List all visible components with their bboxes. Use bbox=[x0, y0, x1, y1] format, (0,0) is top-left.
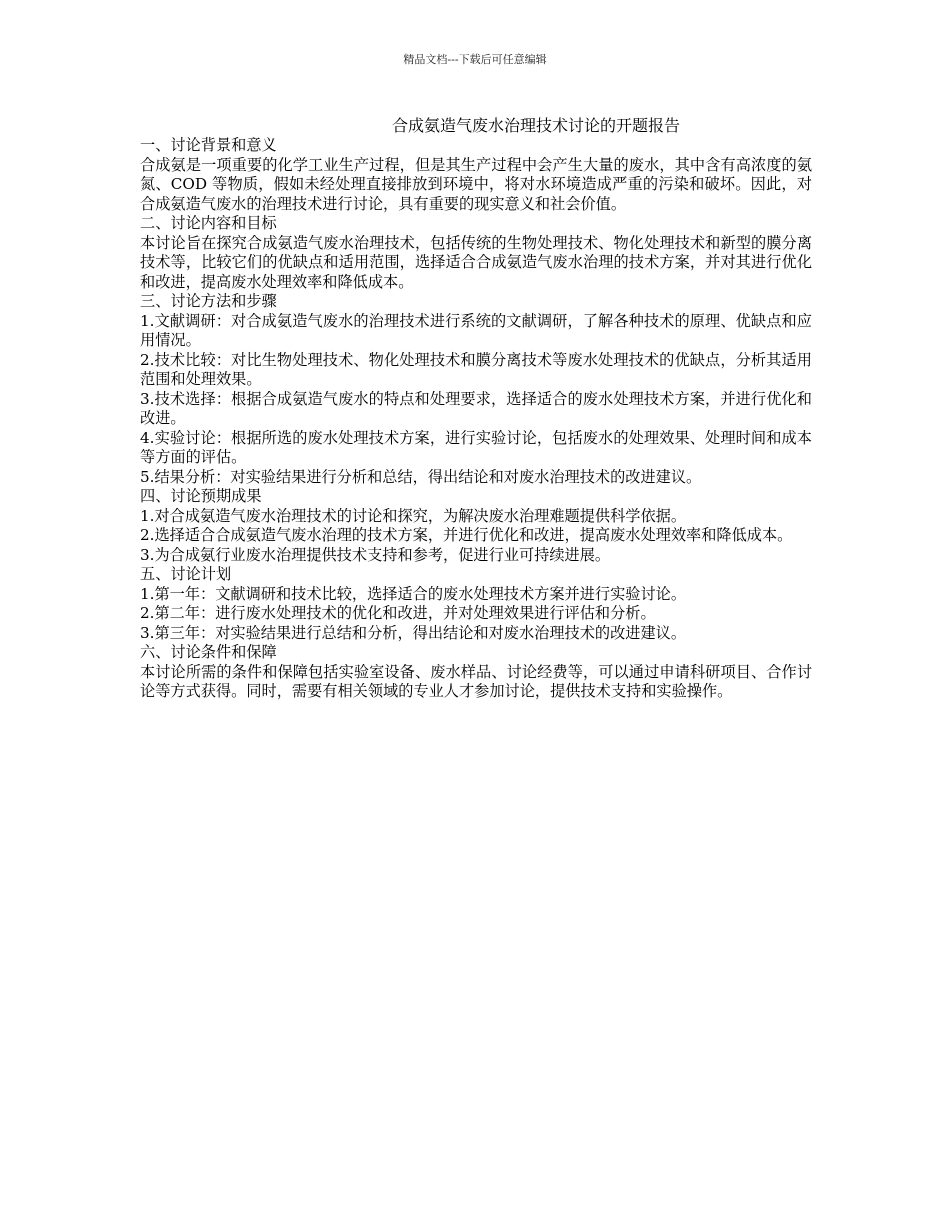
section-heading: 五、讨论计划 bbox=[140, 565, 232, 583]
list-item: 4.实验讨论：根据所选的废水处理技术方案，进行实验讨论，包括废水的处理效果、处理时间和成本等方面的评估。 bbox=[140, 428, 812, 466]
list-item: 5.结果分析：对实验结果进行分析和总结，得出结论和对废水治理技术的改进建议。 bbox=[140, 467, 702, 486]
list-item: 2.技术比较：对比生物处理技术、物化处理技术和膜分离技术等废水处理技术的优缺点，分析其适用范围和处理效果。 bbox=[140, 350, 812, 388]
section-heading: 二、讨论内容和目标 bbox=[140, 214, 277, 232]
list-item: 3.第三年：对实验结果进行总结和分析，得出结论和对废水治理技术的改进建议。 bbox=[140, 623, 687, 642]
paragraph: 合成氨是一项重要的化学工业生产过程，但是其生产过程中会产生大量的废水，其中含有高浓度的氨氮、COD 等物质，假如未经处理直接排放到环境中，将对水环境造成严重的污染和破坏。因此，对合成氨造气废水的治理技术进行讨论，具有重要的现实意义和社会价值。 bbox=[140, 155, 812, 213]
list-item: 3.为合成氨行业废水治理提供技术支持和参考，促进行业可持续进展。 bbox=[140, 545, 611, 564]
page-header-note: 精品文档---下载后可任意编辑 bbox=[403, 53, 547, 66]
list-item: 3.技术选择：根据合成氨造气废水的特点和处理要求，选择适合的废水处理技术方案，并进行优化和改进。 bbox=[140, 389, 812, 427]
list-item: 1.文献调研：对合成氨造气废水的治理技术进行系统的文献调研，了解各种技术的原理、优缺点和应用情况。 bbox=[140, 311, 812, 349]
section-heading: 一、讨论背景和意义 bbox=[140, 136, 277, 154]
section-heading: 三、讨论方法和步骤 bbox=[140, 292, 277, 310]
list-item: 1.对合成氨造气废水治理技术的讨论和探究，为解决废水治理难题提供科学依据。 bbox=[140, 506, 687, 525]
document-title: 合成氨造气废水治理技术讨论的开题报告 bbox=[391, 116, 680, 135]
section-heading: 六、讨论条件和保障 bbox=[140, 643, 277, 661]
paragraph: 本讨论所需的条件和保障包括实验室设备、废水样品、讨论经费等，可以通过申请科研项目、合作讨论等方式获得。同时，需要有相关领域的专业人才参加讨论，提供技术支持和实验操作。 bbox=[140, 662, 812, 700]
document-body bbox=[140, 116, 812, 702]
paragraph: 本讨论旨在探究合成氨造气废水治理技术，包括传统的生物处理技术、物化处理技术和新型的膜分离技术等，比较它们的优缺点和适用范围，选择适合合成氨造气废水治理的技术方案，并对其进行优化和改进，提高废水处理效率和降低成本。 bbox=[140, 233, 812, 291]
list-item: 2.选择适合合成氨造气废水治理的技术方案，并进行优化和改进，提高废水处理效率和降低成本。 bbox=[140, 526, 793, 544]
section-heading: 四、讨论预期成果 bbox=[140, 487, 262, 505]
list-item: 1.第一年：文献调研和技术比较，选择适合的废水处理技术方案并进行实验讨论。 bbox=[140, 584, 687, 603]
list-item: 2.第二年：进行废水处理技术的优化和改进，并对处理效果进行评估和分析。 bbox=[140, 604, 656, 622]
